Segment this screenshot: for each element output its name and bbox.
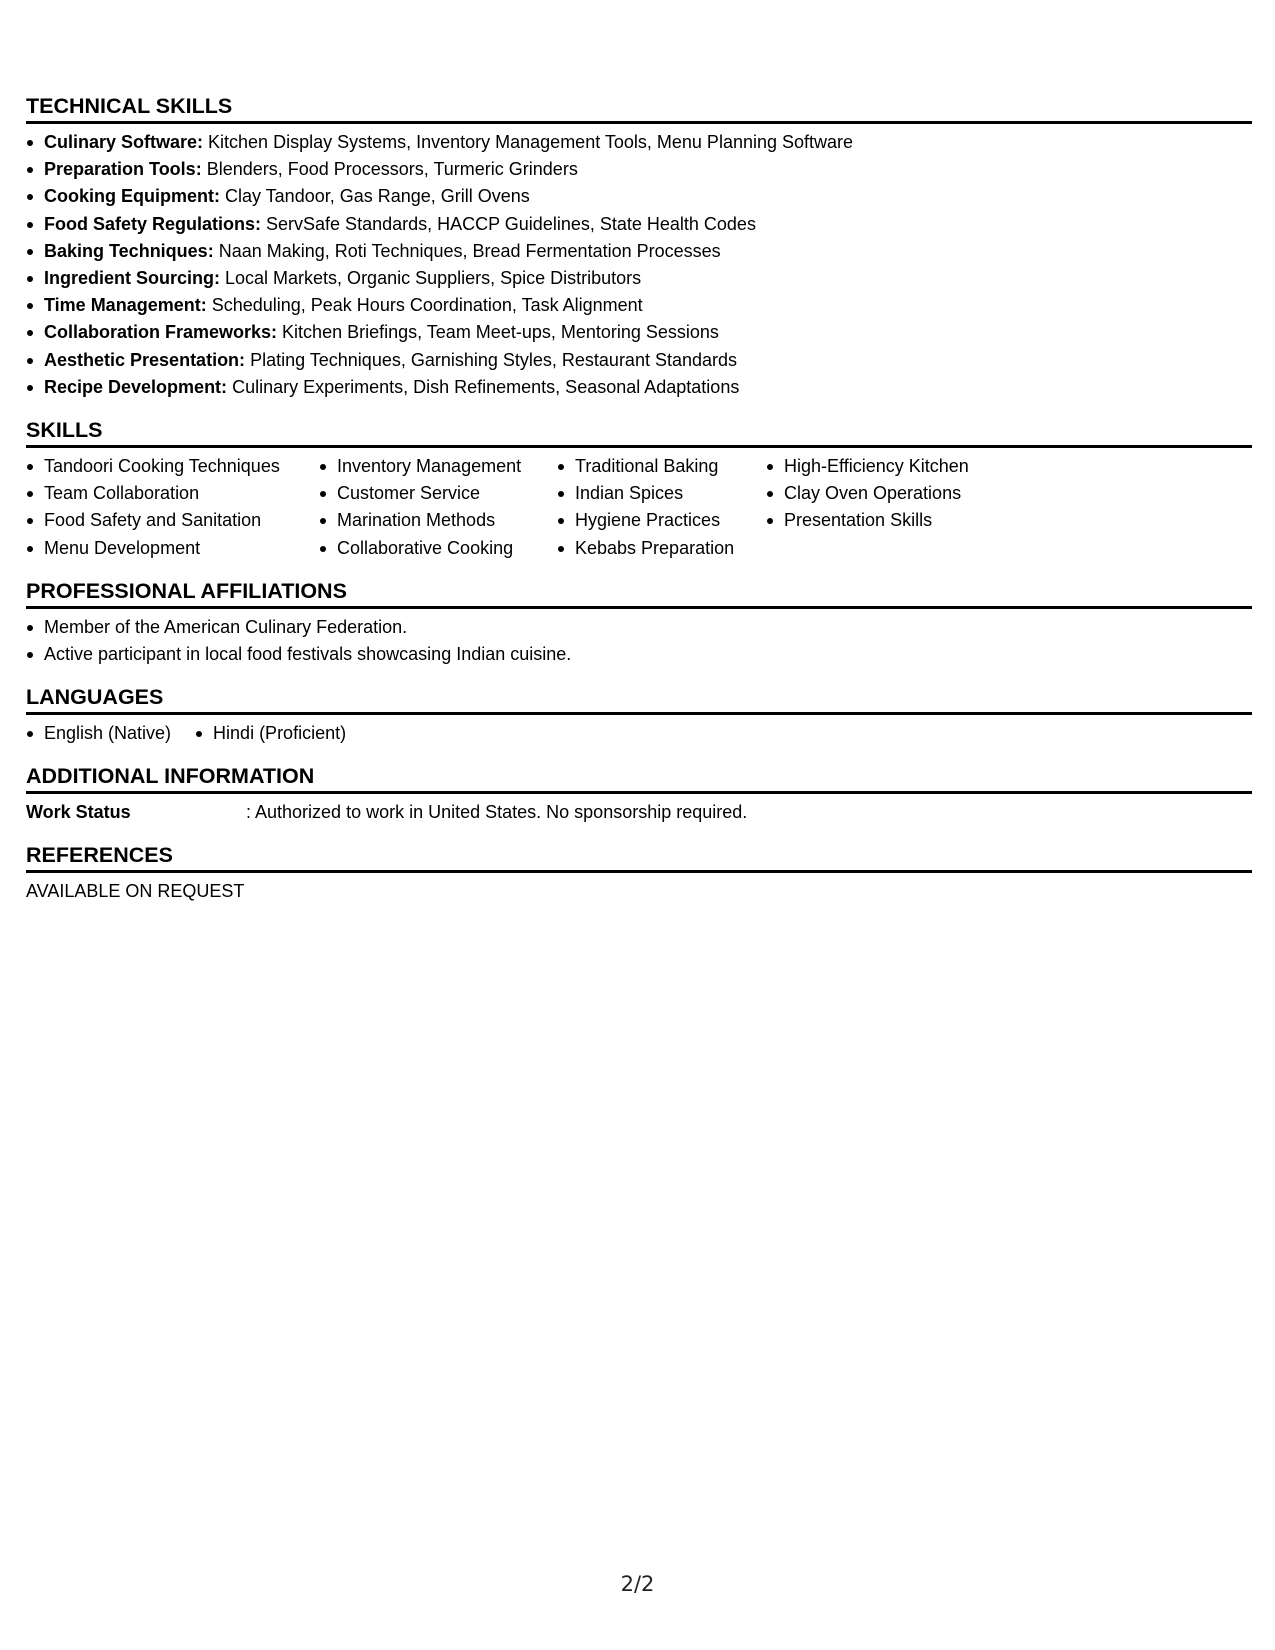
list-item: Team Collaboration — [26, 480, 319, 507]
skill-text: Local Markets, Organic Suppliers, Spice Distributors — [220, 268, 642, 289]
skill-text: Kitchen Display Systems, Inventory Management Tools, Menu Planning Software — [203, 132, 854, 152]
list-item: Indian Spices — [557, 480, 766, 507]
list-item: Member of the American Culinary Federation. — [26, 614, 1252, 641]
list-item: Customer Service — [319, 480, 557, 507]
list-item: Active participant in local food festivals showcasing Indian cuisine. — [26, 641, 1252, 668]
list-item — [26, 211, 1252, 238]
skill-label: Baking Techniques: — [44, 240, 214, 261]
skill-label: Cooking Equipment: — [44, 186, 220, 207]
list-item: Hygiene Practices — [557, 507, 766, 534]
list-item: Food Safety and Sanitation — [26, 507, 319, 534]
affiliations-list — [26, 614, 1252, 668]
references-text: AVAILABLE ON REQUEST — [26, 881, 245, 902]
list-item: Hindi (Proficient) — [195, 720, 346, 747]
section-title-languages: LANGUAGES — [26, 683, 1252, 715]
list-item — [26, 156, 1252, 183]
list-item: Inventory Management — [319, 453, 557, 480]
skill-label: Food Safety Regulations: — [44, 213, 262, 234]
page-number: 2/2 — [620, 1572, 655, 1596]
list-item — [26, 238, 1252, 265]
list-item — [26, 374, 1252, 401]
skill-text: Clay Tandoor, Gas Range, Grill Ovens — [219, 186, 530, 207]
skills-column — [319, 453, 557, 562]
skill-text: Blenders, Food Processors, Turmeric Grinders — [201, 159, 578, 180]
skills-section — [26, 416, 1252, 562]
skill-label: Preparation Tools: — [44, 159, 202, 180]
skill-label: Culinary Software: — [44, 132, 204, 152]
work-status-value: : Authorized to work in United States. No sponsorship required. — [246, 802, 748, 823]
skills-grid — [26, 453, 1252, 562]
skill-label: Time Management: — [44, 295, 207, 316]
skill-label: Aesthetic Presentation: — [44, 349, 246, 370]
additional-info-section — [26, 762, 1252, 826]
skill-text: Scheduling, Peak Hours Coordination, Task Alignment — [206, 295, 643, 316]
list-item: Tandoori Cooking Techniques — [26, 453, 319, 480]
skill-text: Kitchen Briefings, Team Meet-ups, Mentoring Sessions — [277, 322, 719, 343]
languages-list — [26, 720, 1252, 747]
work-status-row — [26, 799, 1252, 826]
list-item: Collaborative Cooking — [319, 535, 557, 562]
technical-skills-section — [26, 92, 1252, 401]
affiliations-section — [26, 577, 1252, 668]
skill-text: Plating Techniques, Garnishing Styles, Restaurant Standards — [245, 349, 738, 370]
skill-text: ServSafe Standards, HACCP Guidelines, State Health Codes — [261, 213, 756, 234]
technical-skills-list — [26, 129, 1252, 401]
list-item — [26, 347, 1252, 374]
section-title-affiliations: PROFESSIONAL AFFILIATIONS — [26, 577, 1252, 609]
list-item — [26, 183, 1252, 210]
section-title-technical-skills: TECHNICAL SKILLS — [26, 92, 1252, 124]
skill-label: Collaboration Frameworks: — [44, 322, 278, 343]
list-item: Clay Oven Operations — [766, 480, 1016, 507]
skills-column — [557, 453, 766, 562]
skills-column — [26, 453, 319, 562]
list-item: Kebabs Preparation — [557, 535, 766, 562]
skill-label: Ingredient Sourcing: — [44, 268, 221, 289]
section-title-skills: SKILLS — [26, 416, 1252, 448]
languages-section — [26, 683, 1252, 747]
list-item — [26, 265, 1252, 292]
list-item: High-Efficiency Kitchen — [766, 453, 1016, 480]
list-item — [26, 319, 1252, 346]
work-status-label: Work Status — [26, 802, 131, 823]
list-item: Presentation Skills — [766, 507, 1016, 534]
skill-text: Culinary Experiments, Dish Refinements, Seasonal Adaptations — [227, 376, 740, 397]
list-item: Traditional Baking — [557, 453, 766, 480]
section-title-additional-info: ADDITIONAL INFORMATION — [26, 762, 1252, 794]
list-item — [26, 292, 1252, 319]
references-section — [26, 841, 1252, 905]
skill-label: Recipe Development: — [44, 376, 228, 397]
list-item: Marination Methods — [319, 507, 557, 534]
resume-page — [26, 92, 1252, 920]
skills-column — [766, 453, 1016, 562]
list-item: Menu Development — [26, 535, 319, 562]
skill-text: Naan Making, Roti Techniques, Bread Fermentation Processes — [213, 240, 721, 261]
list-item: English (Native) — [26, 720, 171, 747]
list-item — [26, 129, 1252, 156]
section-title-references: REFERENCES — [26, 841, 1252, 873]
